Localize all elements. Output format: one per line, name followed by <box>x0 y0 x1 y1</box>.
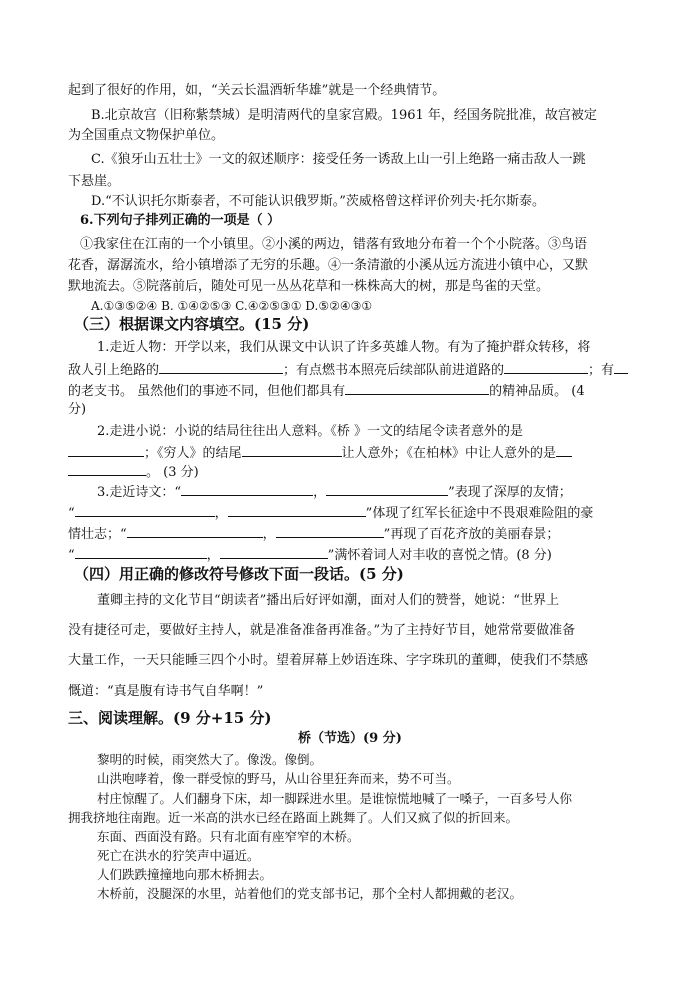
q6-passage-line2: 花香，潺潺流水，给小镇增添了无穷的乐趣。④一条清澈的小溪从远方流进小镇中心，又默 <box>68 258 589 273</box>
q3-line4 <box>68 545 552 565</box>
q1-text5: 的精神品质。 (4 <box>489 384 585 399</box>
q3-text6: ”再现了百花齐放的美丽春景； <box>383 527 560 542</box>
q2-blank1[interactable] <box>68 443 144 457</box>
q6-options: A.①③⑤②④ B. ①④②⑤③ C.④②⑤③① D.⑤②④③① <box>91 299 373 313</box>
reading-line3: 村庄惊醒了。人们翻身下床，却一脚踩进水里。是谁惊慌地喊了一嗓子，一百多号人你 <box>97 791 573 806</box>
q3-blank2[interactable] <box>326 482 448 496</box>
reading-line6: 死亡在洪水的狞笑声中逼近。 <box>97 848 260 863</box>
part4-line1: 董卿主持的文化节目“朗读者”播出后好评如潮，面对人们的赞誉，她说：“世界上 <box>97 593 559 608</box>
q5-option-c-line1: C.《狼牙山五壮士》一文的叙述顺序：接受任务一诱敌上山一引上绝路一痛击敌人一跳 <box>91 152 586 167</box>
q1-text1: 敌人引上绝路的 <box>68 363 160 378</box>
q3-comma4: ， <box>206 548 220 563</box>
q3-text3: “ <box>68 506 75 521</box>
q3-blank4[interactable] <box>228 503 366 517</box>
q2-blank4[interactable] <box>68 462 146 476</box>
part4-line4: 慨道：“真是腹有诗书气自华啊！” <box>68 684 264 699</box>
q1-line4: 分) <box>68 402 87 417</box>
q3-text7: “ <box>68 548 75 563</box>
reading-line8: 木桥前，没腿深的水里，站着他们的党支部书记，那个全村人都拥戴的老汉。 <box>97 886 523 901</box>
q3-blank1[interactable] <box>181 482 313 496</box>
q1-blank1[interactable] <box>159 360 283 374</box>
reading-line2: 山洪咆哮着，像一群受惊的野马，从山谷里狂奔而来，势不可当。 <box>97 771 460 786</box>
reading-heading: 三、阅读理解。(9 分+15 分) <box>68 709 272 727</box>
q3-text2: ”表现了深厚的友情； <box>448 485 572 500</box>
q2-line1: 2.走进小说：小说的结局往往出人意料。《桥 》一文的结尾令读者意外的是 <box>97 424 524 439</box>
q1-blank3[interactable] <box>614 360 628 374</box>
q3-blank7[interactable] <box>75 545 207 559</box>
q6-title: 6.下列句子排列正确的一项是（ ） <box>80 213 281 228</box>
q1-text4: 的老支书。 虽然他们的事迹不同，但他们都具有 <box>68 384 346 399</box>
q3-text1: 3.走近诗文：“ <box>97 485 182 500</box>
q3-blank6[interactable] <box>276 524 384 538</box>
q1-text2: ；有点燃书本照亮后续部队前进道路的 <box>283 363 505 378</box>
q3-blank8[interactable] <box>220 545 328 559</box>
q2-text3: 。 (3 分) <box>146 465 199 480</box>
q3-comma1: ， <box>313 485 327 500</box>
q3-text8: ”满怀着词人对丰收的喜悦之情。(8 分) <box>327 548 552 563</box>
q1-blank4[interactable] <box>345 381 489 395</box>
q5-option-c-line2: 下悬崖。 <box>68 174 121 189</box>
reading-line7: 人们跌跌撞撞地向那木桥拥去。 <box>97 867 273 882</box>
q3-blank5[interactable] <box>127 524 263 538</box>
q5-option-a-tail: 起到了很好的作用，如，“关云长温酒斩华雄”就是一个经典情节。 <box>68 83 446 98</box>
q2-line2 <box>68 443 572 463</box>
reading-line1: 黎明的时候，雨突然大了。像泼。像倒。 <box>97 752 323 767</box>
q5-option-b-line1: B.北京故宫（旧称紫禁城）是明清两代的皇家宫殿。1961 年，经国务院批准，故宫被定 <box>91 108 597 123</box>
q3-blank3[interactable] <box>75 503 215 517</box>
q5-option-d: D.“不认识托尔斯泰者，不可能认识俄罗斯。”茨威格曾这样评价列夫·托尔斯泰。 <box>91 194 546 209</box>
part3-heading: （三）根据课文内容填空。(15 分) <box>74 315 310 333</box>
reading-line4: 拥我挤地往南跑。近一米高的洪水已经在路面上跳舞了。人们又疯了似的折回来。 <box>68 810 519 825</box>
q2-text1: ；《穷人》的结尾 <box>144 446 242 461</box>
q2-line3 <box>68 462 199 482</box>
q2-blank2[interactable] <box>242 443 342 457</box>
q6-passage-line3: 默地流去。⑤院落前后，随处可见一丛丛花草和一株株高大的树，那是鸟雀的天堂。 <box>68 279 550 294</box>
q2-blank3[interactable] <box>556 443 572 457</box>
q3-line3 <box>68 524 559 544</box>
q1-text3: ；有 <box>588 363 615 378</box>
q6-passage-line1: ①我家住在江南的一个小镇里。②小溪的两边，错落有致地分布着一个个小院落。③鸟语 <box>80 237 588 252</box>
q1-line1: 1.走近人物：开学以来，我们从课文中认识了许多英雄人物。有为了掩护群众转移，将 <box>97 340 591 355</box>
q3-line2 <box>68 503 593 523</box>
q3-comma2: ， <box>214 506 228 521</box>
q3-line1 <box>97 482 572 502</box>
q3-comma3: ， <box>262 527 276 542</box>
reading-title: 桥（节选）(9 分) <box>298 731 402 746</box>
q3-text5: 情壮志；“ <box>68 527 127 542</box>
reading-line5: 东面、西面没有路。只有北面有座窄窄的木桥。 <box>97 829 360 844</box>
part4-line3: 大量工作，一天只能睡三四个小时。望着屏幕上妙语连珠、字字珠玑的董卿，使我们不禁感 <box>68 653 589 668</box>
part4-line2: 没有捷径可走，要做好主持人，就是准备准备再准备。”为了主持好节目，她常常要做准备 <box>68 623 576 638</box>
q3-text4: ”体现了红军长征途中不畏艰难险阻的豪 <box>365 506 594 521</box>
q2-text2: 让人意外；《在柏林》中让人意外的是 <box>341 446 557 461</box>
part4-heading: （四）用正确的修改符号修改下面一段话。(5 分) <box>74 565 404 583</box>
q1-blank2[interactable] <box>504 360 588 374</box>
q1-line2 <box>68 360 628 380</box>
q5-option-b-line2: 为全国重点文物保护单位。 <box>68 128 225 143</box>
q1-line3 <box>68 381 585 401</box>
